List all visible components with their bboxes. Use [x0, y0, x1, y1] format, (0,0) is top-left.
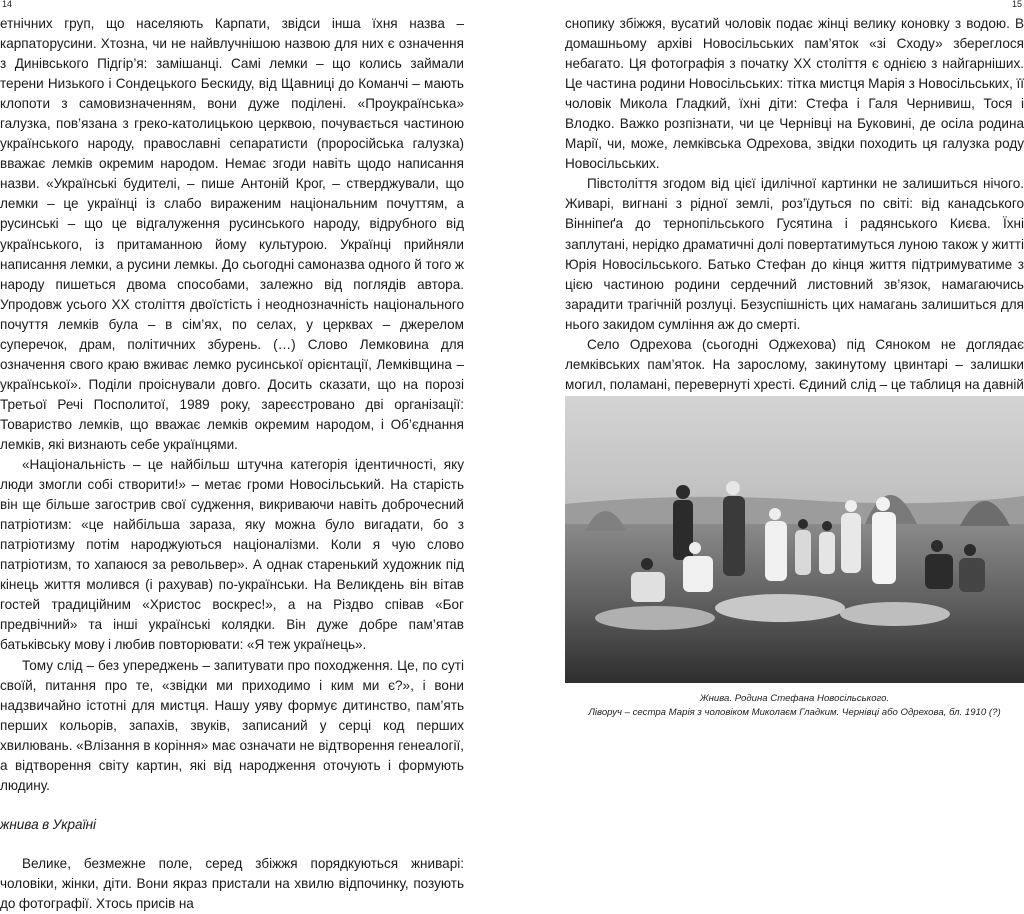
page-number-right: 15 — [1011, 0, 1022, 9]
left-paragraph-4: Велике, безмежне поле, серед збіжжя порядкуються жниварі: чоловіки, жінки, діти. Вони якраз пристали на хвилю відпочинку, позують до фотографії. Хтось присів на — [0, 855, 464, 911]
photo-scene — [565, 396, 1024, 683]
caption-line-1: Жнива. Родина Стефана Новосільського. — [699, 693, 890, 704]
left-page — [0, 14, 464, 914]
caption-line-2: Ліворуч – сестра Марія з чоловіком Миколаєм Гладким. Чернівці або Одрехова, бл. 1910 (?) — [588, 707, 1001, 718]
page-number-left: 14 — [2, 0, 13, 9]
right-paragraph-2: Півстоліття згодом від цієї ідилічної картинки не залишиться нічого. Живарі, вигнані з рідної землі, роз’їдуться по світі: від канадського Вінніпеґа до тернопільського Гусятина і радянського Києва. Їхні заплутані, нерідко драматичні долі повертатимуться луною також у житті Юрія Новосільського. Батько Стефан до кінця життя підтримуватиме з цією частиною родини сердечний листовний зв’язок, намагаючись зарадити трагічній розлуці. Безуспішність цих намагань залишиться для нього закидом сумління аж до смерті. — [565, 176, 1024, 332]
harvest-family-photo — [565, 396, 1024, 683]
right-paragraph-1: снопику збіжжя, вусатий чоловік подає жінці велику коновку з водою. В домашньому архіві Новосільських пам’яток «зі Сходу» збереглося небагато. Ця фотографія з початку XX століття є однією з найгарніших. Це частина родини Новосільських: тітка мистця Марія з Новосільських, її чоловік Микола Гладкий, їхні діти: Стефа і Галя Чернивиш, Тося і Влодко. Важко розпізнати, чи це Чернівці на Буковині, де осіла родина Марії, чи, може, лемківська Одрехова, звідки походить ця галузка роду Новосільських. — [565, 16, 1024, 172]
right-paragraph-3: Село Одрехова (сьогодні Оджехова) під Сяноком не доглядає лемківських пам’яток. На зарослому, закинутому цвинтарі – залишки могил, поламані, перевернуті хресті. Єдиний слід – це таблиця на давній — [565, 336, 1024, 392]
left-paragraph-3: Тому слід – без упереджень – запитувати про походження. Це, по суті своїй, питання про те, «звідки ми приходимо і ким ми є?», і вони надзвичайно істотні для мистця. Нашу уяву формує дитинство, пам’ять перших кольорів, запахів, звуків, записаний у серці код перших хвилювань. «Влізання в коріння» має означати не відтворення генеалогії, а відтворення світу картин, які від народження оточують і формують людину. — [0, 657, 464, 793]
photo-caption — [565, 692, 1024, 720]
section-title: жнива в Україні — [0, 816, 97, 832]
left-paragraph-2: «Національність – це найбільш штучна категорія ідентичності, яку люди змогли собі створити!» – метає громи Новосільський. На старість він ще більше загострив свої судження, викриваючи навіть доброчесний патріотизм: «це найбільша зараза, яку можна було вигадати, бо з патріотизму потім народжуються націоналізми. Коли я чую слово патріотизм, то хапаюся за револьвер». А однак старенький художник під кінець життя молився (і рахував) по-українськи. На Великдень він вітав гостей традиційним «Христос воскрес!», а на Різдво співав «Бог предвічний» та інші українські колядки. Він дуже добре пам’ятав батьківську мову і любив повторювати: «Я теж українець». — [0, 457, 464, 653]
left-paragraph-1: етнічних груп, що населяють Карпати, звідси інша їхня назва – карпаторусини. Хтозна, чи не найвлучнішою назвою для них є означення з Динівського Підгір’я: замішанці. Самі лемки – що колись займали терени Низького і Сондецького Бескиду, від Щавниці до Команчі – мають клопоти з самовизначенням, вони дуже поділені. «Проукраїнська» галузка, пов’язана з греко-католицькою церквою, почувається частиною українського народу, православні сепаратисти (проросійська галузка) вважає лемків окремим народом. Немає згоди навіть щодо написання назви. «Українські будителі, – пише Антоній Крог, – стверджували, що лемки – це українці із слабо вираженим національним почуттям, а русинські – що це відгалуження русинського народу, відрубного від українського, із притаманною йому культурою. Українці прийняли написання лемки, а русини лемкы. До сьогодні самоназва одного й того ж народу пишеться двома способами, залежно від поглядів автора. Упродовж усього XX століття двоїстість і неоднозначність національного почуття лемків була – в сім’ях, по селах, у церквах – джерелом суперечок, драм, політичних збурень. (…) Слово Лемковина для означення свого краю вживає лемко русинської орієнтації, Лемківщина – української». Поділи проіснували довго. Досить сказати, що на порозі Третьої Речі Посполитої, 1989 року, зареєстровано дві організації: Товариство лемків, що вважає лемків окремим народом, і Об’єднання лемків, які визнають себе українцями. — [0, 16, 464, 452]
